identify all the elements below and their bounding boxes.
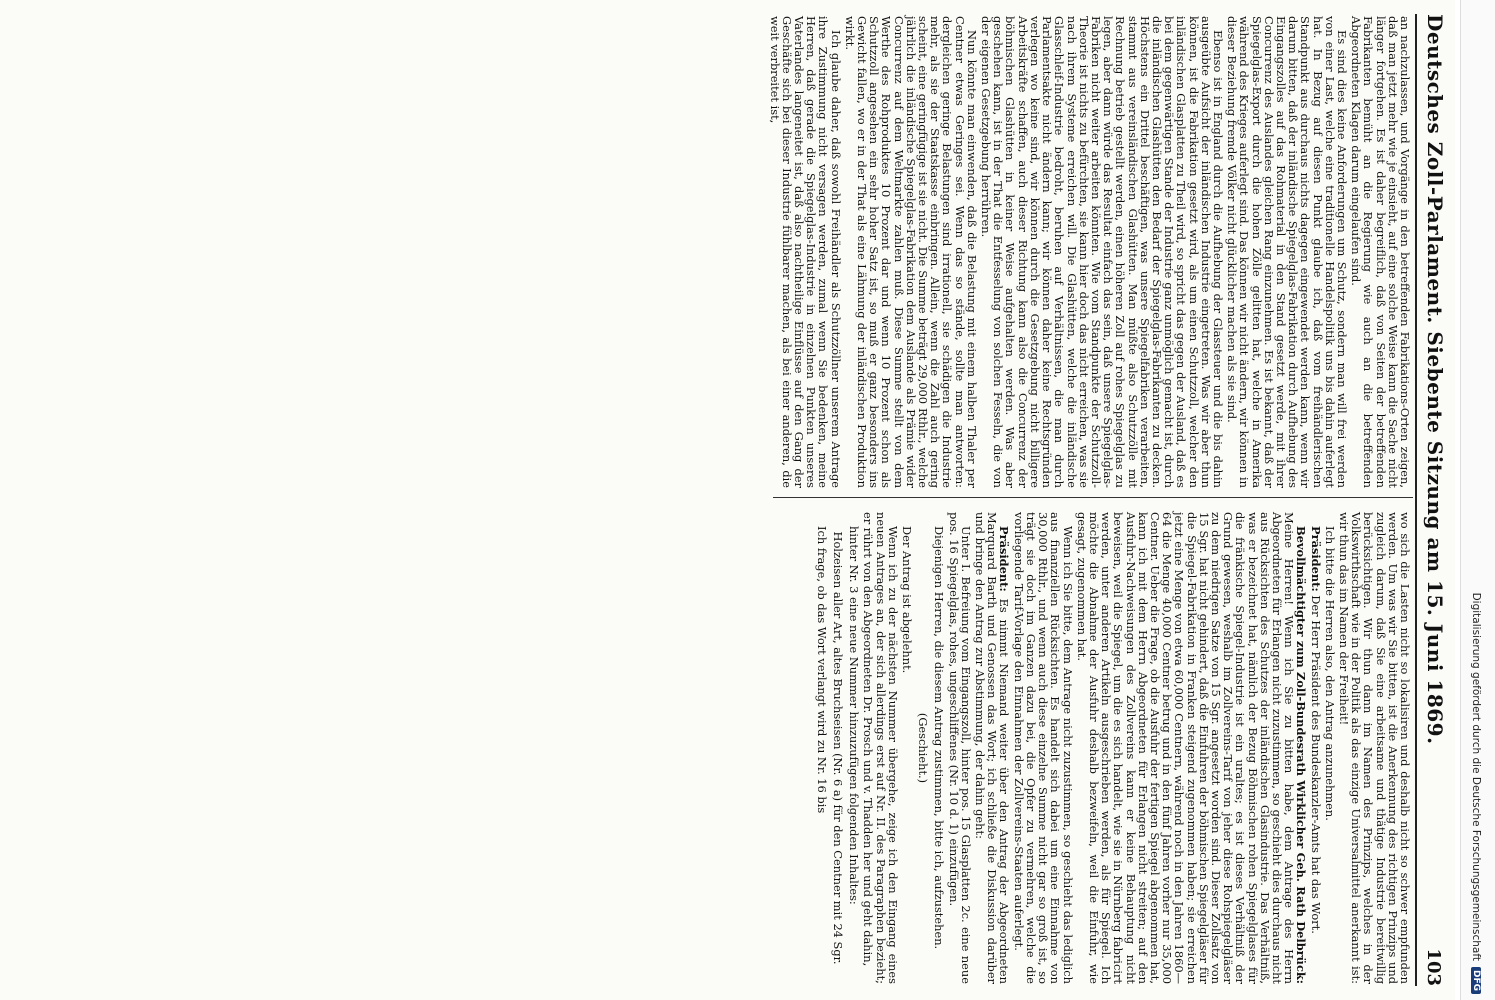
- right-column: [11, 512, 1411, 984]
- stage-direction: (Geschieht.): [916, 712, 931, 784]
- paragraph: Ich frage, ob das Wort verlangt wird zu Nr. 16 bis: [814, 526, 829, 814]
- paragraph: Ebenso ist in England durch die Aufhebung der Glassteuer und die bis dahin ausgeübte Aufsicht der inländischen Industrie eingetreten. Was wir aber thun können, ist die Fabrikation gesetzt wird, als um einen Schutzzoll, welcher den inländischen Glasplatten zu Theil wird, so spricht das gegen der Ausland, daß es bei dem gegenwärtigen Stande der Industrie ganz unmöglich gemacht ist, durch die inländischen Glashütten den Bedarf der Spiegelglas-Fabrikanten zu decken. Höchstens ein Drittel beschäftigen, was unsere Spiegelfabriken verarbeiten, stammt aus vereinsländischen Glashütten. Man müßte also Schutzzölle mit Rechnung betrieb gestellt werden, einen höheren Zoll auf rohes Spiegelglas zu legen, aber dann würde das Resultat einfach das sein, daß unsere Spiegelglas-Fabriken nicht weiter arbeiten könnten. Wie vom Standpunkte der Schutzzoll-Theorie ist nichts zu befürchten, sie kann hier doch das nicht erreichen, was sie nach ihrem Systeme erreichen will. Die Glashütten, welche die inländische Glasschleif-Industrie bedroht, beruhen auf Verhältnissen, die man durch Parlamentsakte nicht ändern kann; wir können daher keine Rechtsgründen verlegen wo keine sind, wir können durch die Gesetzgebung nicht billigere Arbeitskräfte schaffen, auch dieser Richtung kann also die Concurrenz der böhmischen Glashütten in keiner Weise aufgehalten werden. Was aber geschehen kann, ist in der That die Entfesselung von solchen Fesseln, die von der eigenen Gesetzgebung herrühren.: [979, 16, 1225, 488]
- column-divider: [773, 497, 1413, 498]
- speaker-label: Bevollmächtigter zum Zoll-Bundesrath Wirklicher Geh. Rath Delbrück:: [1294, 526, 1309, 984]
- credit-text: Digitalisierung gefördert durch die Deutsche Forschungsgemeinschaft: [1470, 592, 1482, 961]
- paragraph: Es sind dies keine Anforderungen um Schutz, sondern man will frei werden von einer Last, welche eine traditionelle Handelspolitik uns bis dahin auferlegt hat. In Bezug auf diesen Punkt glaube ich, daß vom freihändlerischen Standpunkt aus durchaus nichts dagegen eingewendet werden kann, wenn wir darum bitten, daß der inländische Spiegelglas-Fabrikation durch Aufhebung des Eingangszolles auf das Rohmaterial in den Stand gesetzt werde, mit ihrer Concurrenz des Auslandes gleichen Rang einzunehmen. Es ist bekannt, daß der Spiegelglas-Export durch die hohen Zölle gelitten hat, welche in Amerika während des Krieges auferlegt sind. Das können wir nicht ändern, wir können in dieser Beziehung fremde Völker nicht glücklicher machen als sie sind.: [1225, 16, 1349, 488]
- paragraph: wo sich die Lasten nicht so lokalisiren und deshalb nicht so schwer empfunden werden. Um was wir Sie bitten, ist die Anerkennung des richtigen Prinzips und zugleich darum, daß Sie eine arbeitsame und thätige Industrie bereitwillig berücksichtigen. Wir thun dann im Namen des Prinzips, welches in der Volkswirthschaft wie in der Politik als das einzige Universalmittel anerkannt ist: wir thun das im Namen der Freiheit!: [1336, 512, 1412, 984]
- paragraph: Wenn ich Sie bitte, dem Antrage nicht zuzustimmen, so geschieht das lediglich aus finanziellen Rücksichten. Es handelt sich dabei um eine Einnahme von 30,000 Rthlr., und wenn auch diese einzelne Summe nicht gar so groß ist, so trägt sie doch im Ganzen dazu bei, die Opfer zu vermehren, welche die vorliegende Tarif-Vorlage den Einnahmen der Zollvereins-Staaten auferlegt.: [1011, 512, 1075, 984]
- dfg-logo: DFG: [1471, 967, 1481, 994]
- page-number: 103: [1423, 948, 1444, 986]
- speech-delbrueck: [1076, 512, 1308, 984]
- speech-text: Meine Herren! Wenn ich Sie zu bitten habe, dem Antrage des Herrn Abgeordneten für Erlangen nicht zuzustimmen, so geschieht dies durchaus nicht aus Rücksichten des Schutzes der inländischen Glasindustrie. Das Verhältniß, was er bezeichnet hat, nämlich der Bezug Böhmischen rohen Spiegelglases für die fränkische Spiegel-Industrie ist ein uraltes; es ist dieses Verhältniß der Grund gewesen, weshalb im Zollvereins-Tarif von jeher diese Rohspiegelgläser zu dem niedrigen Satze von 15 Sgr. angesetzt worden sind. Dieser Zollsatz von 15 Sgr. hat nicht gehindert, daß die Einfuhren der böhmischen Spiegelgläser für die Spiegel-Fabrikation in Franken steigend zugenommen haben; sie erreichen jetzt eine Menge von etwa 60,000 Centnern, während noch in den Jahren 1860—64 die Menge 40,000 Centner betrug und in den fünf Jahren vorher nur 35,000 Centner. Ueber die Frage, ob die Ausfuhr der fertigen Spiegel abgenommen hat, kann ich mit dem Herrn Abgeordneten für Erlangen nicht streiten; auf den Ausfuhr-Nachweisungen des Zollvereins kann er keine Behauptung nicht beweisen, weil die Spiegel, um die es sich handelt, wie sie in Nürnberg fabricirt werden, unter anderen Artikeln ausgeschrieben werden, als für Spiegel. Ich möchte die Abnahme der Ausfuhr deshalb bezweifeln, weil die Einfuhr, wie gesagt, zugenommen hat.: [1074, 512, 1297, 984]
- speech-text: Der Herr Präsident des Bundeskanzler-Amts hat das Wort.: [1308, 595, 1323, 934]
- paragraph: Ich bitte die Herren also, den Antrag anzunehmen.: [1322, 526, 1337, 821]
- paragraph: Ich glaube daher, daß sowohl Freihändler als Schutzzöllner unserem Antrage ihre Zustimmung nicht versagen werden, zumal wenn Sie bedenken, meine Herren, daß gerade die Spiegelglas-Industrie in einzelnen Punkten unseres Vaterlandes langeneitet ist, daß also nachtheilige Einflüsse auf den Gang der Geschäfte sich bei dieser Industrie fühlbarer machen, als bei einer anderen, die weit verbreitet ist,: [767, 16, 843, 488]
- paragraph: Diejenigen Herren, die diesem Antrag zustimmen, bitte ich, aufzustehen.: [932, 526, 947, 950]
- paragraph: Der Antrag ist abgelehnt.: [900, 526, 915, 674]
- speech-text: Es nimmt Niemand weiter über den Antrag der Abgeordneten Marquard Barth und Genossen das Wort; ich schließe die Diskussion darüber und bringe den Antrag zur Abstimmung, der dahin geht:: [973, 512, 1012, 984]
- left-column: [11, 16, 1411, 488]
- running-title: Deutsches Zoll-Parlament. Siebente Sitzung am 15. Juni 1869.: [1423, 14, 1447, 745]
- speaker-label: Präsident:: [1308, 526, 1323, 592]
- paragraph: Wenn ich zu der nächsten Nummer übergehe, zeige ich den Eingang eines neuen Antrages an, der sich allerdings erst auf Nr. II. des Paragraphen bezieht; er rührt von den Abgeordneten Dr. Prosch und v. Thadden her und geht dahin,: [861, 512, 900, 984]
- page-header: [1415, 14, 1447, 986]
- speech-president: [1309, 512, 1321, 984]
- motion-text: Holzeisen aller Art, altes Bruchseisen (Nr. 6 a) für den Centner mit 24 Sgr.: [831, 531, 846, 965]
- speaker-label: Präsident:: [997, 526, 1012, 592]
- motion-text: Unter I. Befreiung vom Eingangszoll, hinter pos. 15 Glasplatten 2c. eine neue pos. 16 Spiegelglas, rohes, ungeschliffenes (Nr. 10 d. 1) einzufügen.: [946, 512, 973, 984]
- paragraph: Nun könnte man einwenden, daß die Belastung mit einem halben Thaler per Centner etwas Geringes sei. Wenn das so stände, sollte man antworten: dergleichen geringe Belastungen sind irrationell, sie schädigen die Industrie mehr, als sie der Staatskasse einbringen. Allein, wenn die Zahl auch gering scheint, eine geringfügige ist sie nicht. Die Summe beträgt 29,000 Rthlr., welche jährlich die inländische Spiegelglas-Fabrikation dem Auslande als Prämie wider Concurrenz auf dem Weltmarkte zahlen muß. Diese Summe stellt von dem Werthe des Rohproduktes 10 Prozent dar und wenn 10 Prozent schon als Schutzzoll angesehen ein sehr hoher Satz ist, so muß er ganz besonders ins Gewicht fallen, wo er in der That als eine Lähmung der inländischen Produktion wirkt.: [842, 16, 979, 488]
- speech-president: [974, 512, 1011, 984]
- paragraph: hinter Nr. 3 eine neue Nummer hinzuzufügen folgenden Inhaltes:: [847, 526, 862, 905]
- paragraph: an nachzulassen, und Vorgänge in den betreffenden Fabrikations-Orten zeigen, daß man jetzt mehr wie je einsieht, auf eine solche Weise kann die Sache nicht länger fortgehen. Es ist daher begreiflich, daß von Seiten der betreffenden Fabrikanten bemüht an die Regierung wie auch an die betreffenden Abgeordneten Klagen darum eingelaufen sind.: [1349, 16, 1412, 488]
- digitization-credit: [1463, 0, 1489, 1000]
